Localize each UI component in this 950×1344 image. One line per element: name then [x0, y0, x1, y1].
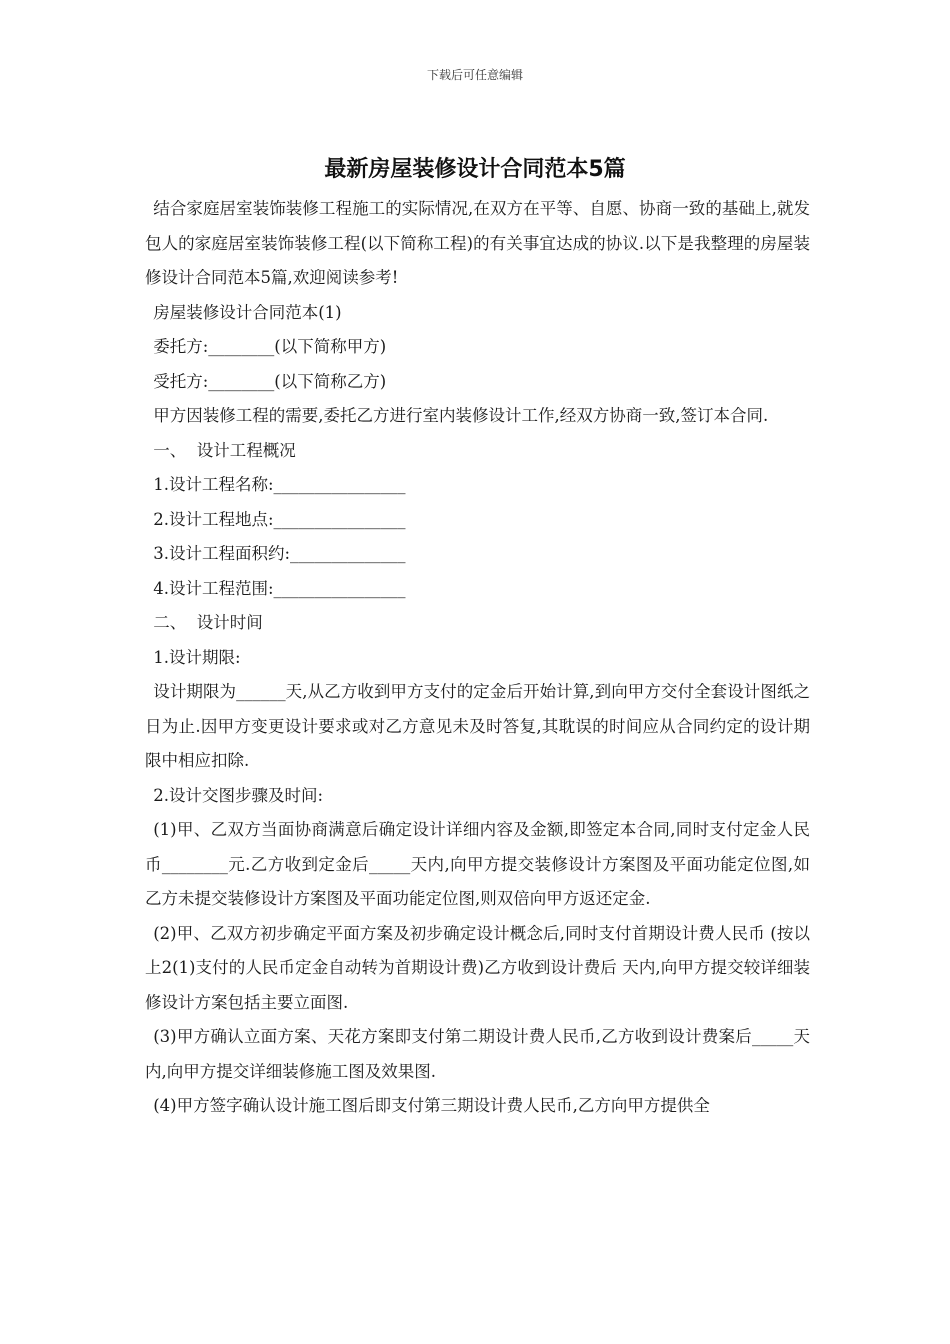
- document-title: 最新房屋装修设计合同范本5篇: [324, 157, 626, 182]
- section-heading-overview: 一、 设计工程概况: [153, 440, 296, 460]
- field-project-name: 1.设计工程名称:________________: [153, 475, 406, 494]
- paragraph-step-1: (1)甲、乙双方当面协商满意后确定设计详细内容及金额,即签定本合同,同时支付定金人民币________元.乙方收到定金后_____天内,向甲方提交装修设计方案图及平面功能定位图,如乙方未提交装修设计方案图及平面功能定位图,则双倍向甲方返还定金.: [145, 820, 810, 908]
- paragraph-intro: 结合家庭居室装饰装修工程施工的实际情况,在双方在平等、自愿、协商一致的基础上,就发包人的家庭居室装饰装修工程(以下简称工程)的有关事宜达成的协议.以下是我整理的房屋装修设计合同范本5篇,欢迎阅读参考!: [145, 199, 810, 287]
- field-project-scope: 4.设计工程范围:________________: [153, 578, 406, 598]
- paragraph-design-period: 设计期限为______天,从乙方收到甲方支付的定金后开始计算,到向甲方交付全套设计图纸之日为止.因甲方变更设计要求或对乙方意见未及时答复,其耽误的时间应从合同约定的设计期限中相应扣除.: [145, 682, 810, 770]
- document-body: [145, 192, 810, 1124]
- subheading-delivery-steps: 2.设计交图步骤及时间:: [153, 785, 324, 805]
- paragraph-step-4: (4)甲方签字确认设计施工图后即支付第三期设计费人民币,乙方向甲方提供全: [153, 1096, 710, 1115]
- paragraph-purpose: 甲方因装修工程的需要,委托乙方进行室内装修设计工作,经双方协商一致,签订本合同.: [153, 406, 769, 425]
- paragraph-contractor-party: 受托方:________(以下简称乙方): [153, 371, 387, 391]
- field-project-location: 2.设计工程地点:________________: [153, 509, 406, 529]
- paragraph-contract-heading: 房屋装修设计合同范本(1): [153, 302, 342, 322]
- paragraph-step-3: (3)甲方确认立面方案、天花方案即支付第二期设计费人民币,乙方收到设计费案后_____天内,向甲方提交详细装修施工图及效果图.: [145, 1027, 810, 1081]
- page-header-note: 下载后可任意编辑: [426, 68, 523, 82]
- subheading-design-period: 1.设计期限:: [153, 647, 241, 667]
- field-project-area: 3.设计工程面积约:______________: [153, 544, 406, 563]
- paragraph-step-2: (2)甲、乙双方初步确定平面方案及初步确定设计概念后,同时支付首期设计费人民币 (按以上2(1)支付的人民币定金自动转为首期设计费)乙方收到设计费后 天内,向甲方提交较详细装修设计方案包括主要立面图.: [145, 923, 810, 1012]
- section-heading-time: 二、 设计时间: [153, 613, 263, 632]
- paragraph-client-party: 委托方:________(以下简称甲方): [153, 337, 387, 356]
